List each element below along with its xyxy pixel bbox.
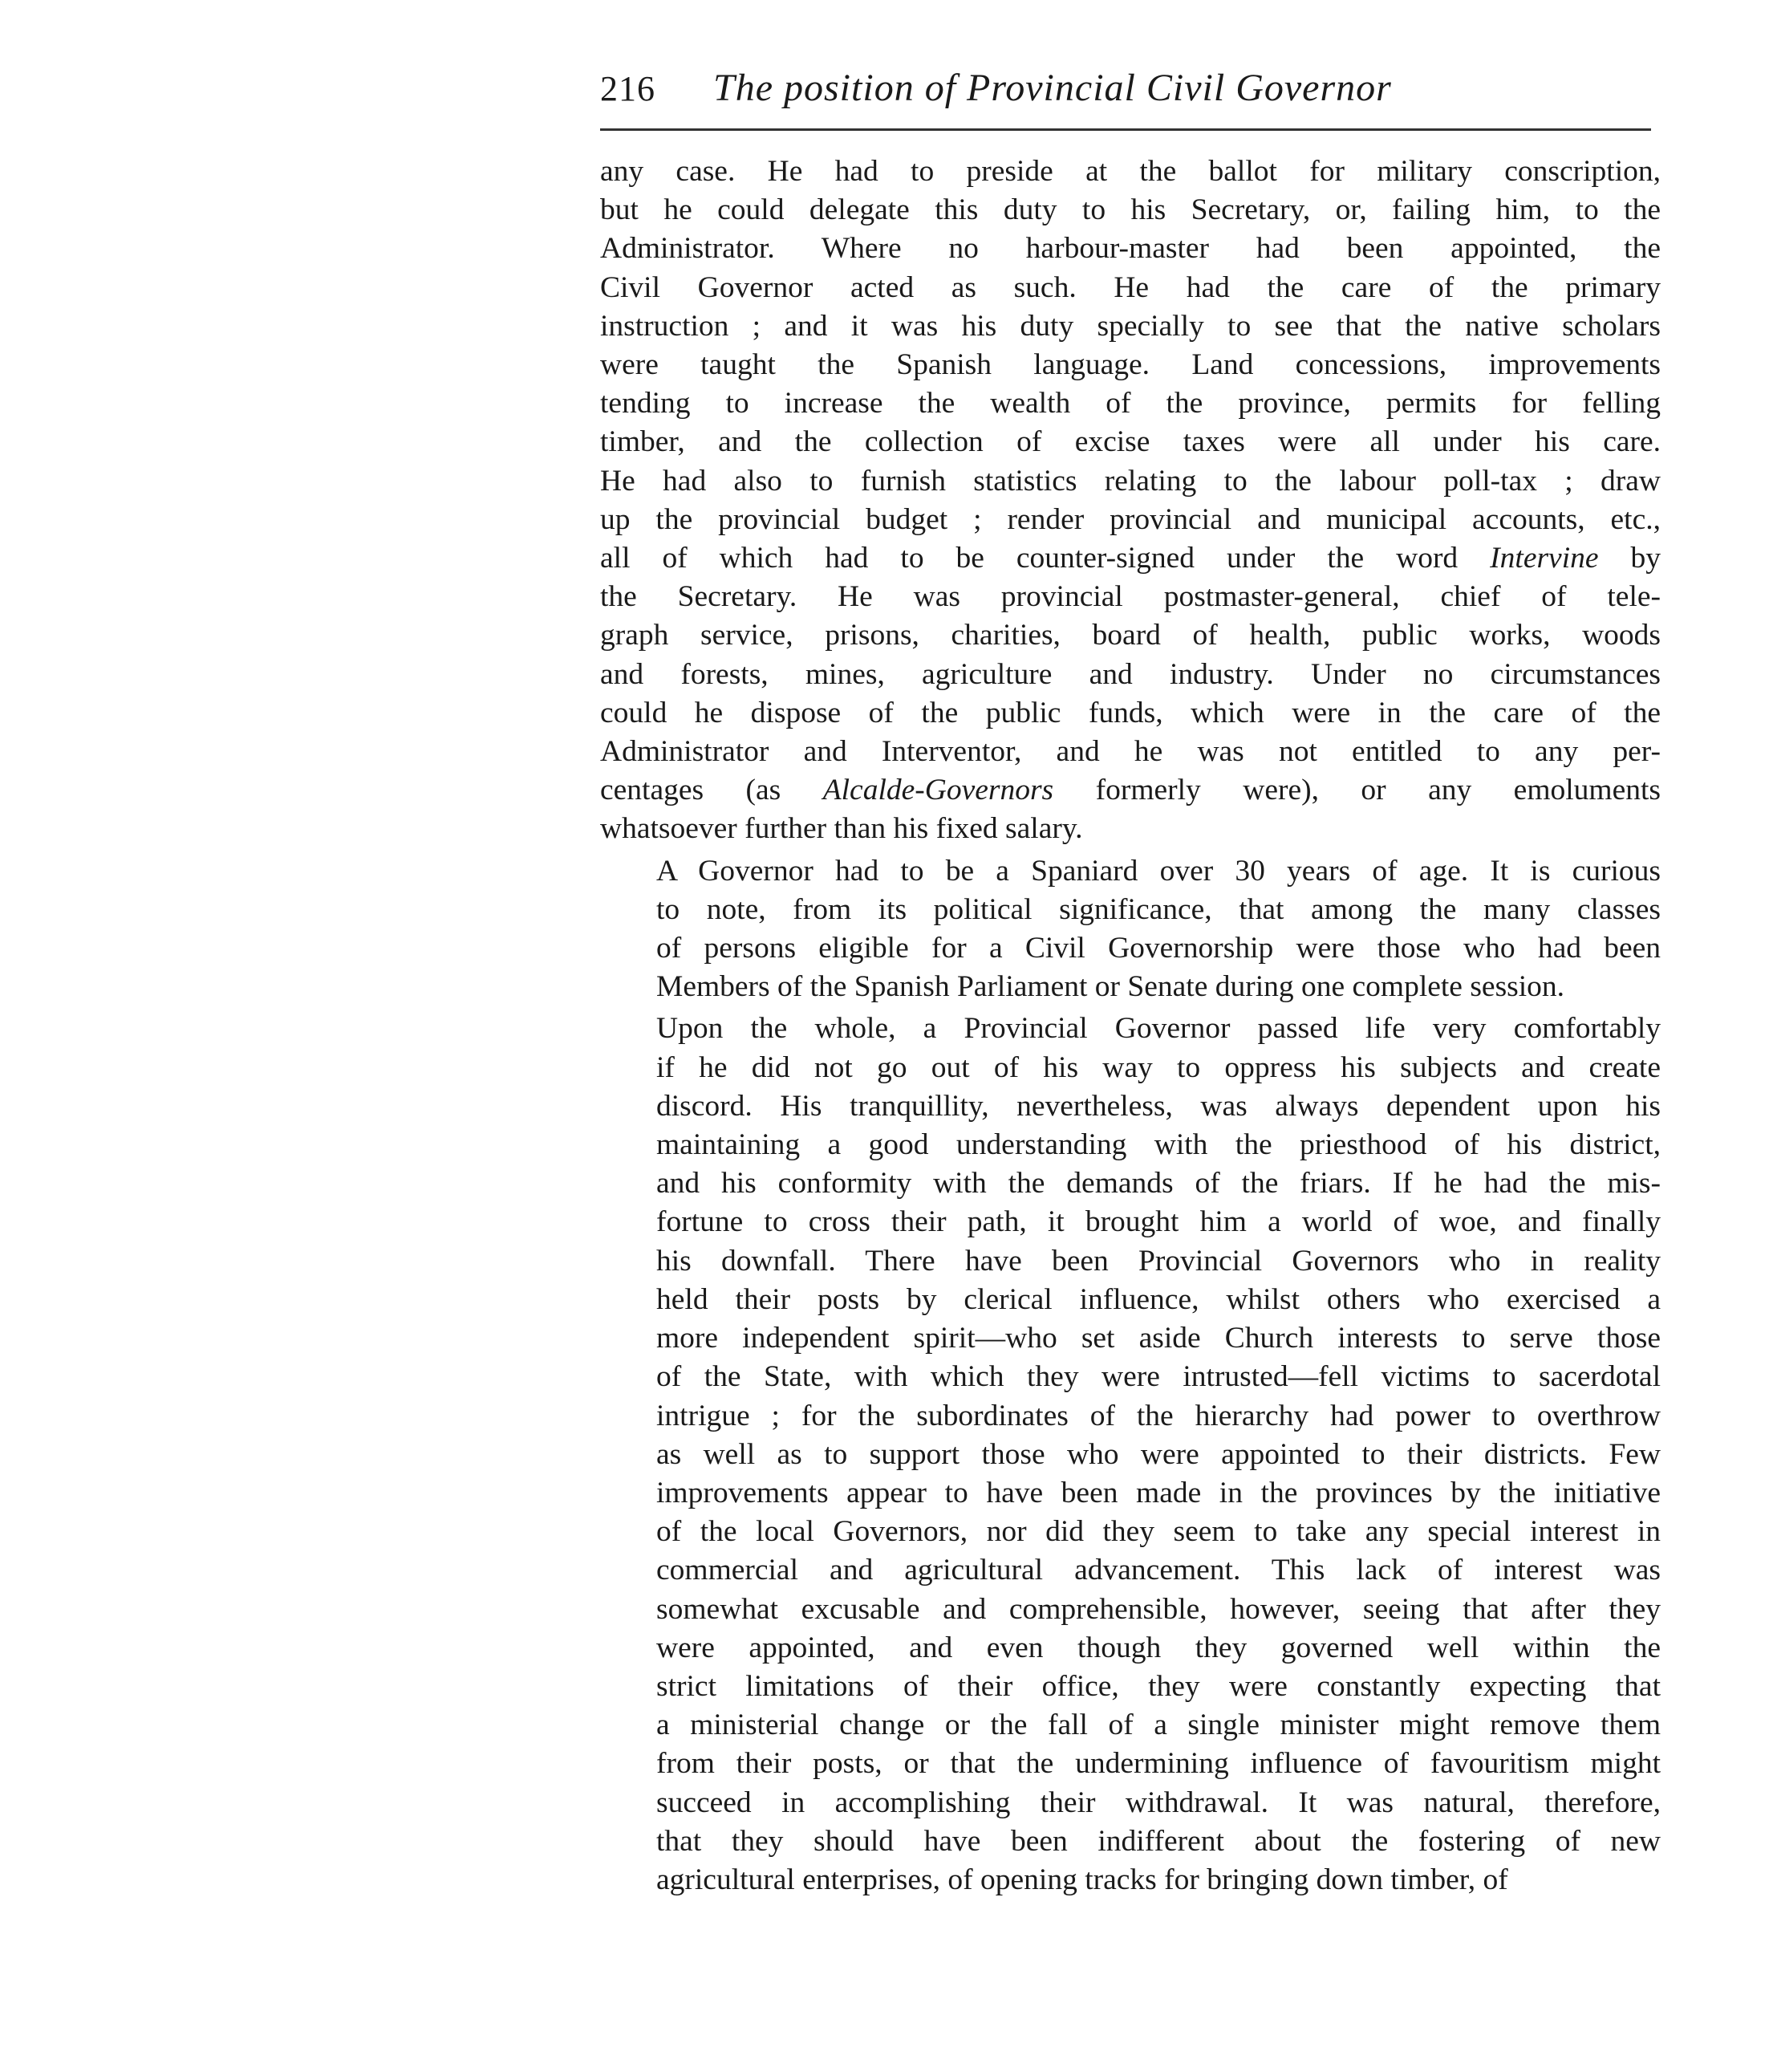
text-line: A Governor had to be a Spaniard over 30 years of age. It is curious xyxy=(656,854,1661,888)
text-line: fortune to cross their path, it brought him a world of woe, and finally xyxy=(656,1205,1661,1239)
text-line: instruction ; and it was his duty specially to see that the native scholars xyxy=(600,309,1661,343)
text-line: of the local Governors, nor did they seem to take any special interest in xyxy=(656,1515,1661,1549)
text-line: Members of the Spanish Parliament or Senate during one complete session. xyxy=(656,970,1565,1004)
page-number: 216 xyxy=(600,69,655,108)
text-line: Upon the whole, a Provincial Governor passed life very comfortably xyxy=(656,1012,1661,1046)
page-header xyxy=(600,66,1643,122)
text-line: and forests, mines, agriculture and industry. Under no circumstances xyxy=(600,657,1661,691)
text-line: his downfall. There have been Provincial Governors who in reality xyxy=(656,1244,1661,1278)
text-line: Administrator. Where no harbour-master had been appointed, the xyxy=(600,232,1661,266)
text-line: discord. His tranquillity, nevertheless, was always dependent upon his xyxy=(656,1089,1661,1123)
text-line: tending to increase the wealth of the province, permits for felling xyxy=(600,387,1661,420)
text-line: of persons eligible for a Civil Governorship were those who had been xyxy=(656,932,1661,965)
text-line: somewhat excusable and comprehensible, however, seeing that after they xyxy=(656,1592,1661,1626)
running-title: The position of Provincial Civil Governor xyxy=(713,67,1392,109)
header-rule xyxy=(600,128,1651,131)
text-line: from their posts, or that the undermining influence of favouritism might xyxy=(656,1747,1661,1781)
text-line: Administrator and Interventor, and he was not entitled to any per- xyxy=(600,735,1661,769)
text-line: and his conformity with the demands of the friars. If he had the mis- xyxy=(656,1167,1661,1201)
text-line: agricultural enterprises, of opening tracks for bringing down timber, of xyxy=(656,1863,1508,1896)
paragraph xyxy=(600,852,1661,1007)
italic-term: Intervine xyxy=(1490,542,1599,575)
text-line: Civil Governor acted as such. He had the care of the primary xyxy=(600,270,1661,304)
text-line: all of which had to be counter-signed under the word Intervine by xyxy=(600,542,1661,575)
text-line: of the State, with which they were intrusted—fell victims to sacerdotal xyxy=(656,1360,1661,1394)
text-line: the Secretary. He was provincial postmaster-general, chief of tele- xyxy=(600,580,1661,614)
text-line: but he could delegate this duty to his Secretary, or, failing him, to the xyxy=(600,193,1661,227)
paragraph xyxy=(600,1010,1661,1899)
text-line: maintaining a good understanding with the priesthood of his district, xyxy=(656,1128,1661,1162)
text-line: succeed in accomplishing their withdrawal. It was natural, therefore, xyxy=(656,1786,1661,1819)
text-line: could he dispose of the public funds, which were in the care of the xyxy=(600,696,1661,729)
body-text xyxy=(600,152,1661,1903)
text-line: improvements appear to have been made in the provinces by the initiative xyxy=(656,1476,1661,1509)
text-line: graph service, prisons, charities, board of health, public works, woods xyxy=(600,619,1661,652)
text-line: centages (as Alcalde-Governors formerly were), or any emoluments xyxy=(600,774,1661,807)
text-line: timber, and the collection of excise taxes were all under his care. xyxy=(600,425,1661,459)
text-line: strict limitations of their office, they were constantly expecting that xyxy=(656,1669,1661,1703)
text-line: intrigue ; for the subordinates of the hierarchy had power to overthrow xyxy=(656,1399,1661,1432)
paragraph xyxy=(600,152,1661,849)
text-line: commercial and agricultural advancement. This lack of interest was xyxy=(656,1554,1661,1587)
text-line: were appointed, and even though they governed well within the xyxy=(656,1631,1661,1664)
text-line: whatsoever further than his fixed salary. xyxy=(600,812,1083,846)
text-line: a ministerial change or the fall of a single minister might remove them xyxy=(656,1708,1661,1742)
text-line: to note, from its political significance, that among the many classes xyxy=(656,892,1661,926)
text-line: He had also to furnish statistics relating to the labour poll-tax ; draw xyxy=(600,464,1661,498)
text-line: that they should have been indifferent about the fostering of new xyxy=(656,1824,1661,1858)
text-line: held their posts by clerical influence, whilst others who exercised a xyxy=(656,1282,1661,1316)
text-line: if he did not go out of his way to oppress his subjects and create xyxy=(656,1050,1661,1084)
italic-term: Alcalde-Governors xyxy=(822,774,1054,807)
text-line: as well as to support those who were appointed to their districts. Few xyxy=(656,1437,1661,1471)
text-line: were taught the Spanish language. Land concessions, improvements xyxy=(600,348,1661,382)
text-line: up the provincial budget ; render provincial and municipal accounts, etc., xyxy=(600,502,1661,536)
text-line: any case. He had to preside at the ballot for military conscription, xyxy=(600,155,1661,188)
text-line: more independent spirit—who set aside Church interests to serve those xyxy=(656,1322,1661,1355)
